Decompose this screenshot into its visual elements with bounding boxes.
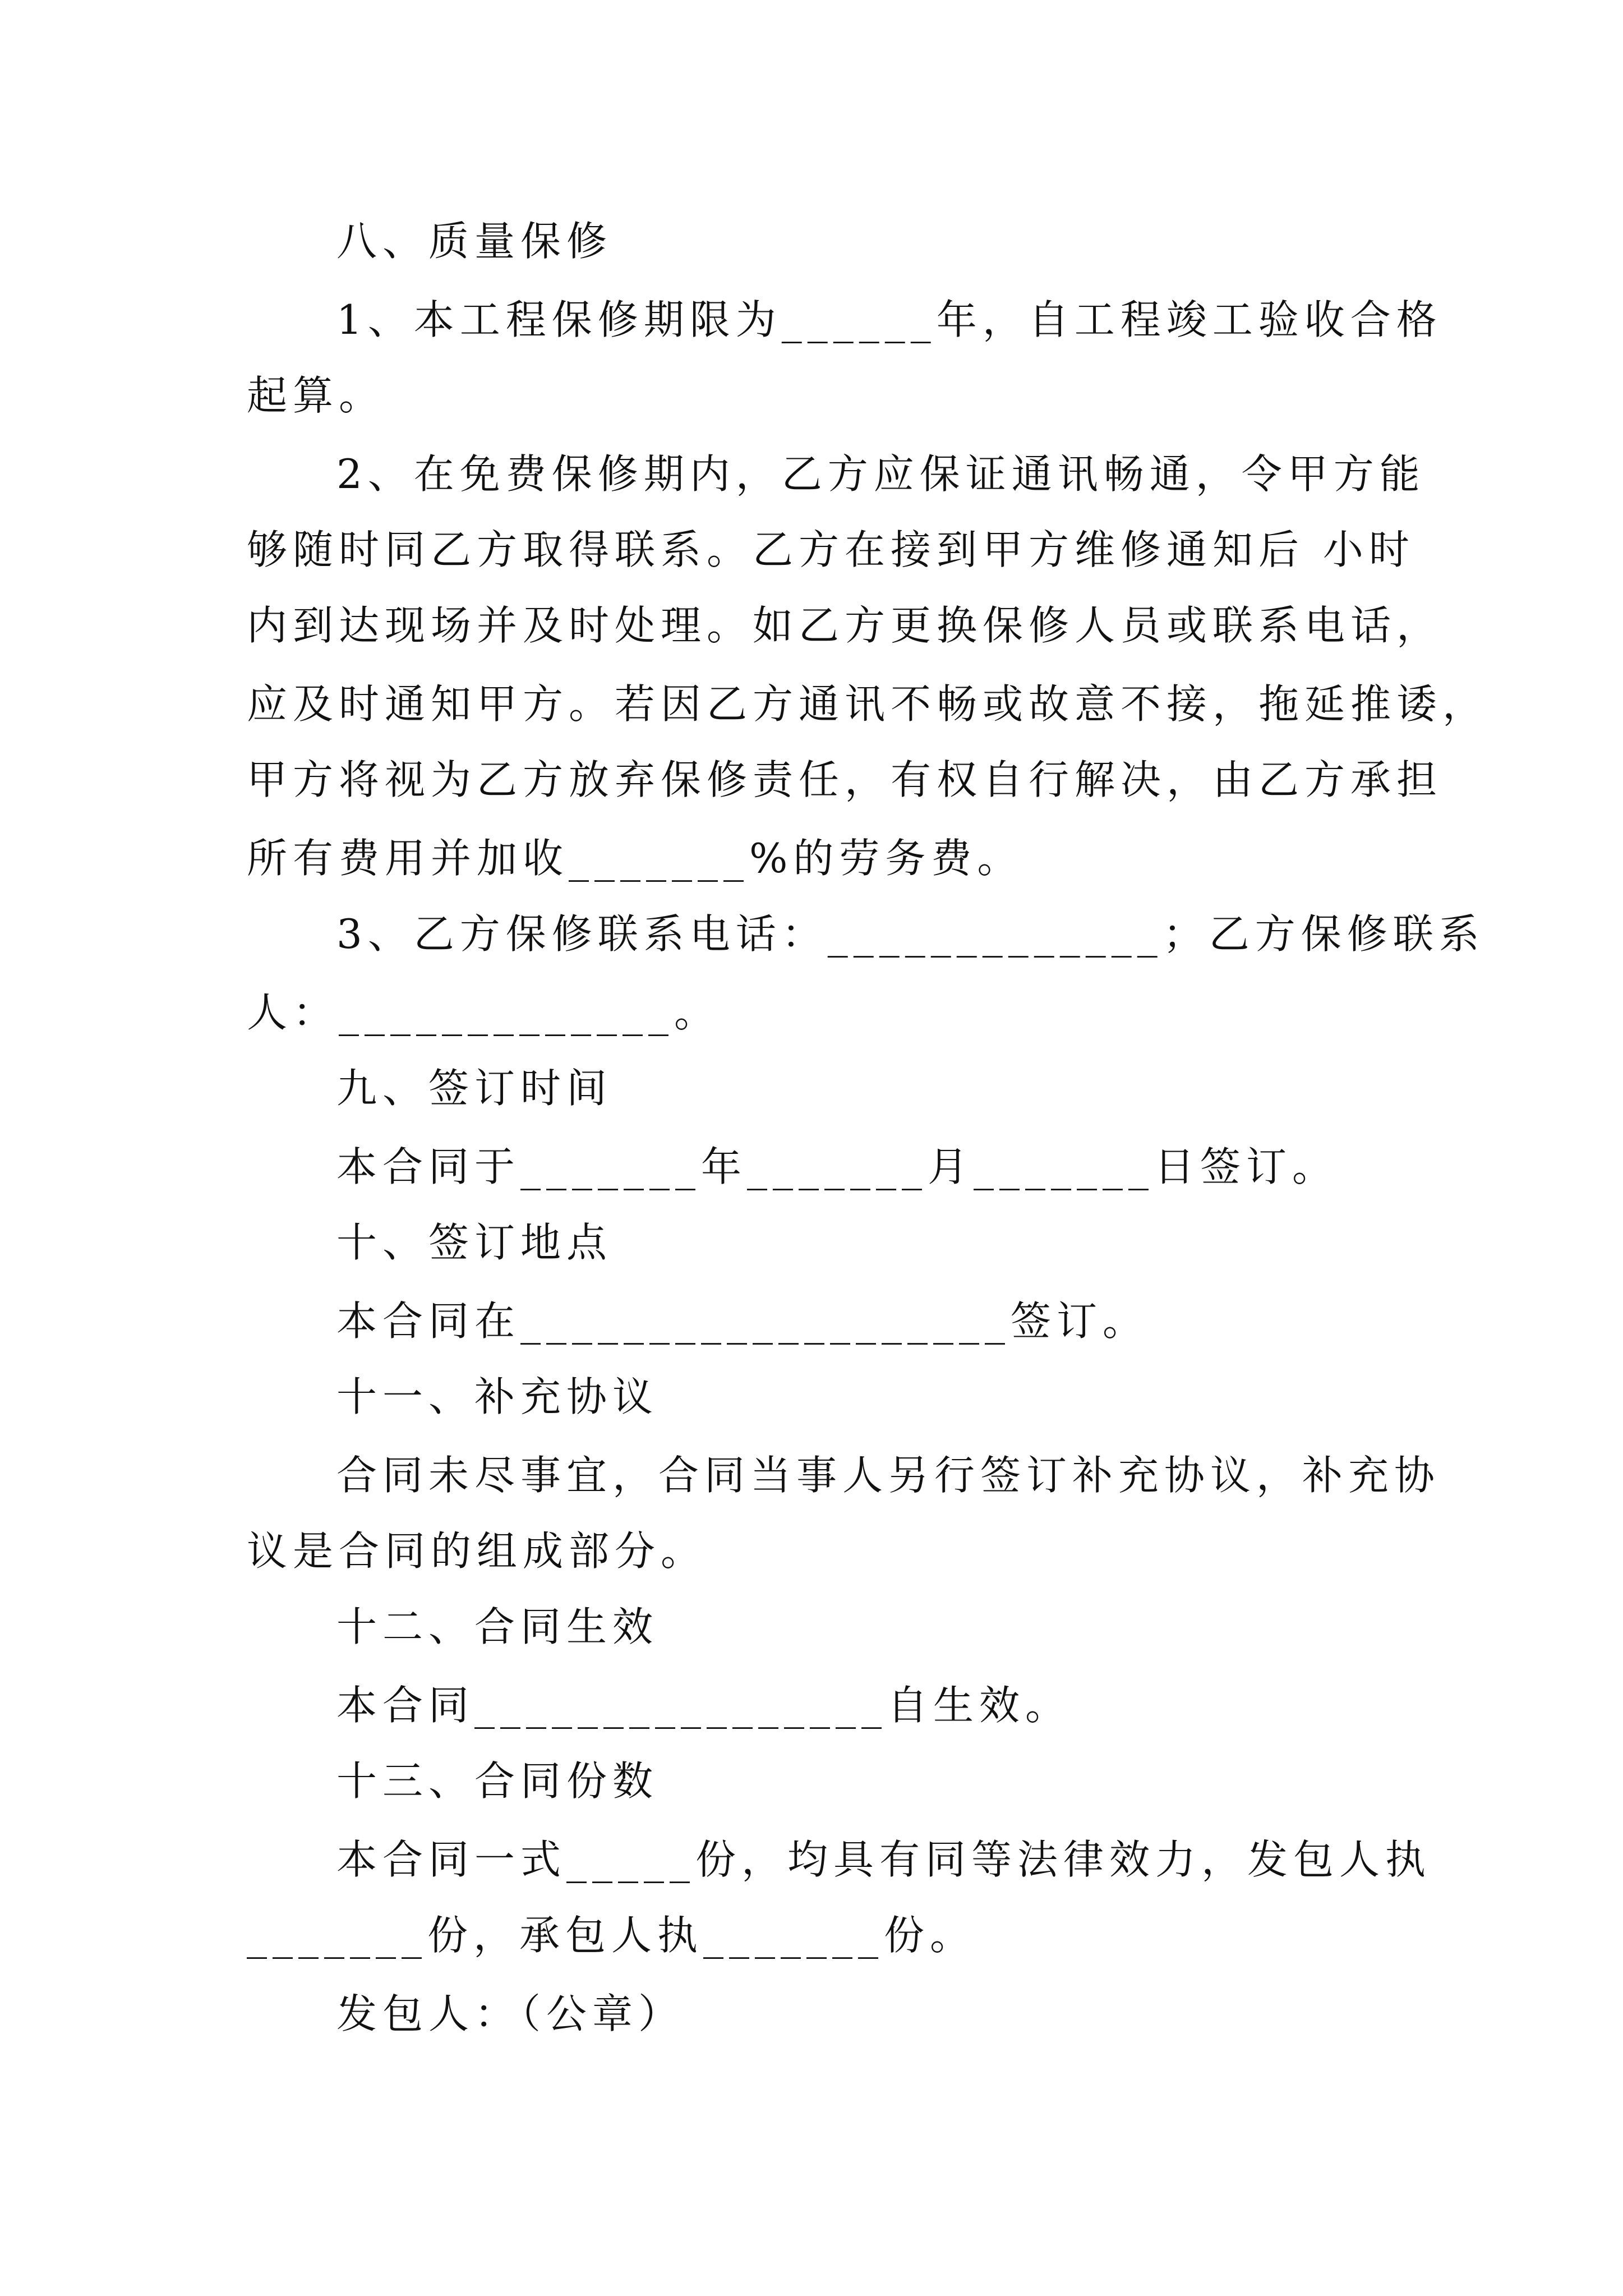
paragraph-line: 所有费用并加收_______%的劳务费。: [247, 835, 1023, 882]
paragraph-line: 本合同________________自生效。: [336, 1682, 1072, 1729]
section-heading-signing-time: 九、签订时间: [336, 1065, 613, 1112]
section-heading-contract-effect: 十二、合同生效: [336, 1603, 659, 1650]
paragraph-line: _______份，承包人执_______份。: [247, 1912, 976, 1959]
paragraph-line: 2、在免费保修期内，乙方应保证通讯畅通，令甲方能: [336, 450, 1426, 498]
section-heading-supplementary-agreement: 十一、补充协议: [336, 1373, 659, 1420]
paragraph-line: 本合同一式_____份，均具有同等法律效力，发包人执: [336, 1836, 1432, 1883]
signature-line-employer: 发包人：（公章）: [336, 1990, 685, 2037]
paragraph-line: 内到达现场并及时处理。如乙方更换保修人员或联系电话，: [247, 602, 1443, 649]
paragraph-line: 甲方将视为乙方放弃保修责任，有权自行解决，由乙方承担: [247, 756, 1443, 803]
paragraph-line: 人：_____________。: [247, 989, 721, 1036]
paragraph-line: 够随时同乙方取得联系。乙方在接到甲方维修通知后 小时: [247, 526, 1415, 573]
paragraph-line: 本合同在___________________签订。: [336, 1297, 1149, 1345]
paragraph-line: 合同未尽事宜，合同当事人另行签订补充协议，补充协: [336, 1452, 1441, 1499]
paragraph-line: 1、本工程保修期限为______年，自工程竣工验收合格: [336, 296, 1442, 343]
paragraph-line: 3、乙方保修联系电话：_____________；乙方保修联系: [336, 910, 1485, 958]
paragraph-line: 起算。: [247, 372, 385, 419]
section-heading-quality-warranty: 八、质量保修: [336, 218, 613, 265]
section-heading-contract-copies: 十三、合同份数: [336, 1757, 659, 1805]
paragraph-line: 应及时通知甲方。若因乙方通讯不畅或故意不接，拖延推诿，: [247, 680, 1489, 728]
paragraph-line: 本合同于_______年_______月_______日签订。: [336, 1143, 1339, 1190]
section-heading-signing-place: 十、签订地点: [336, 1219, 613, 1266]
paragraph-line: 议是合同的组成部分。: [247, 1527, 707, 1575]
